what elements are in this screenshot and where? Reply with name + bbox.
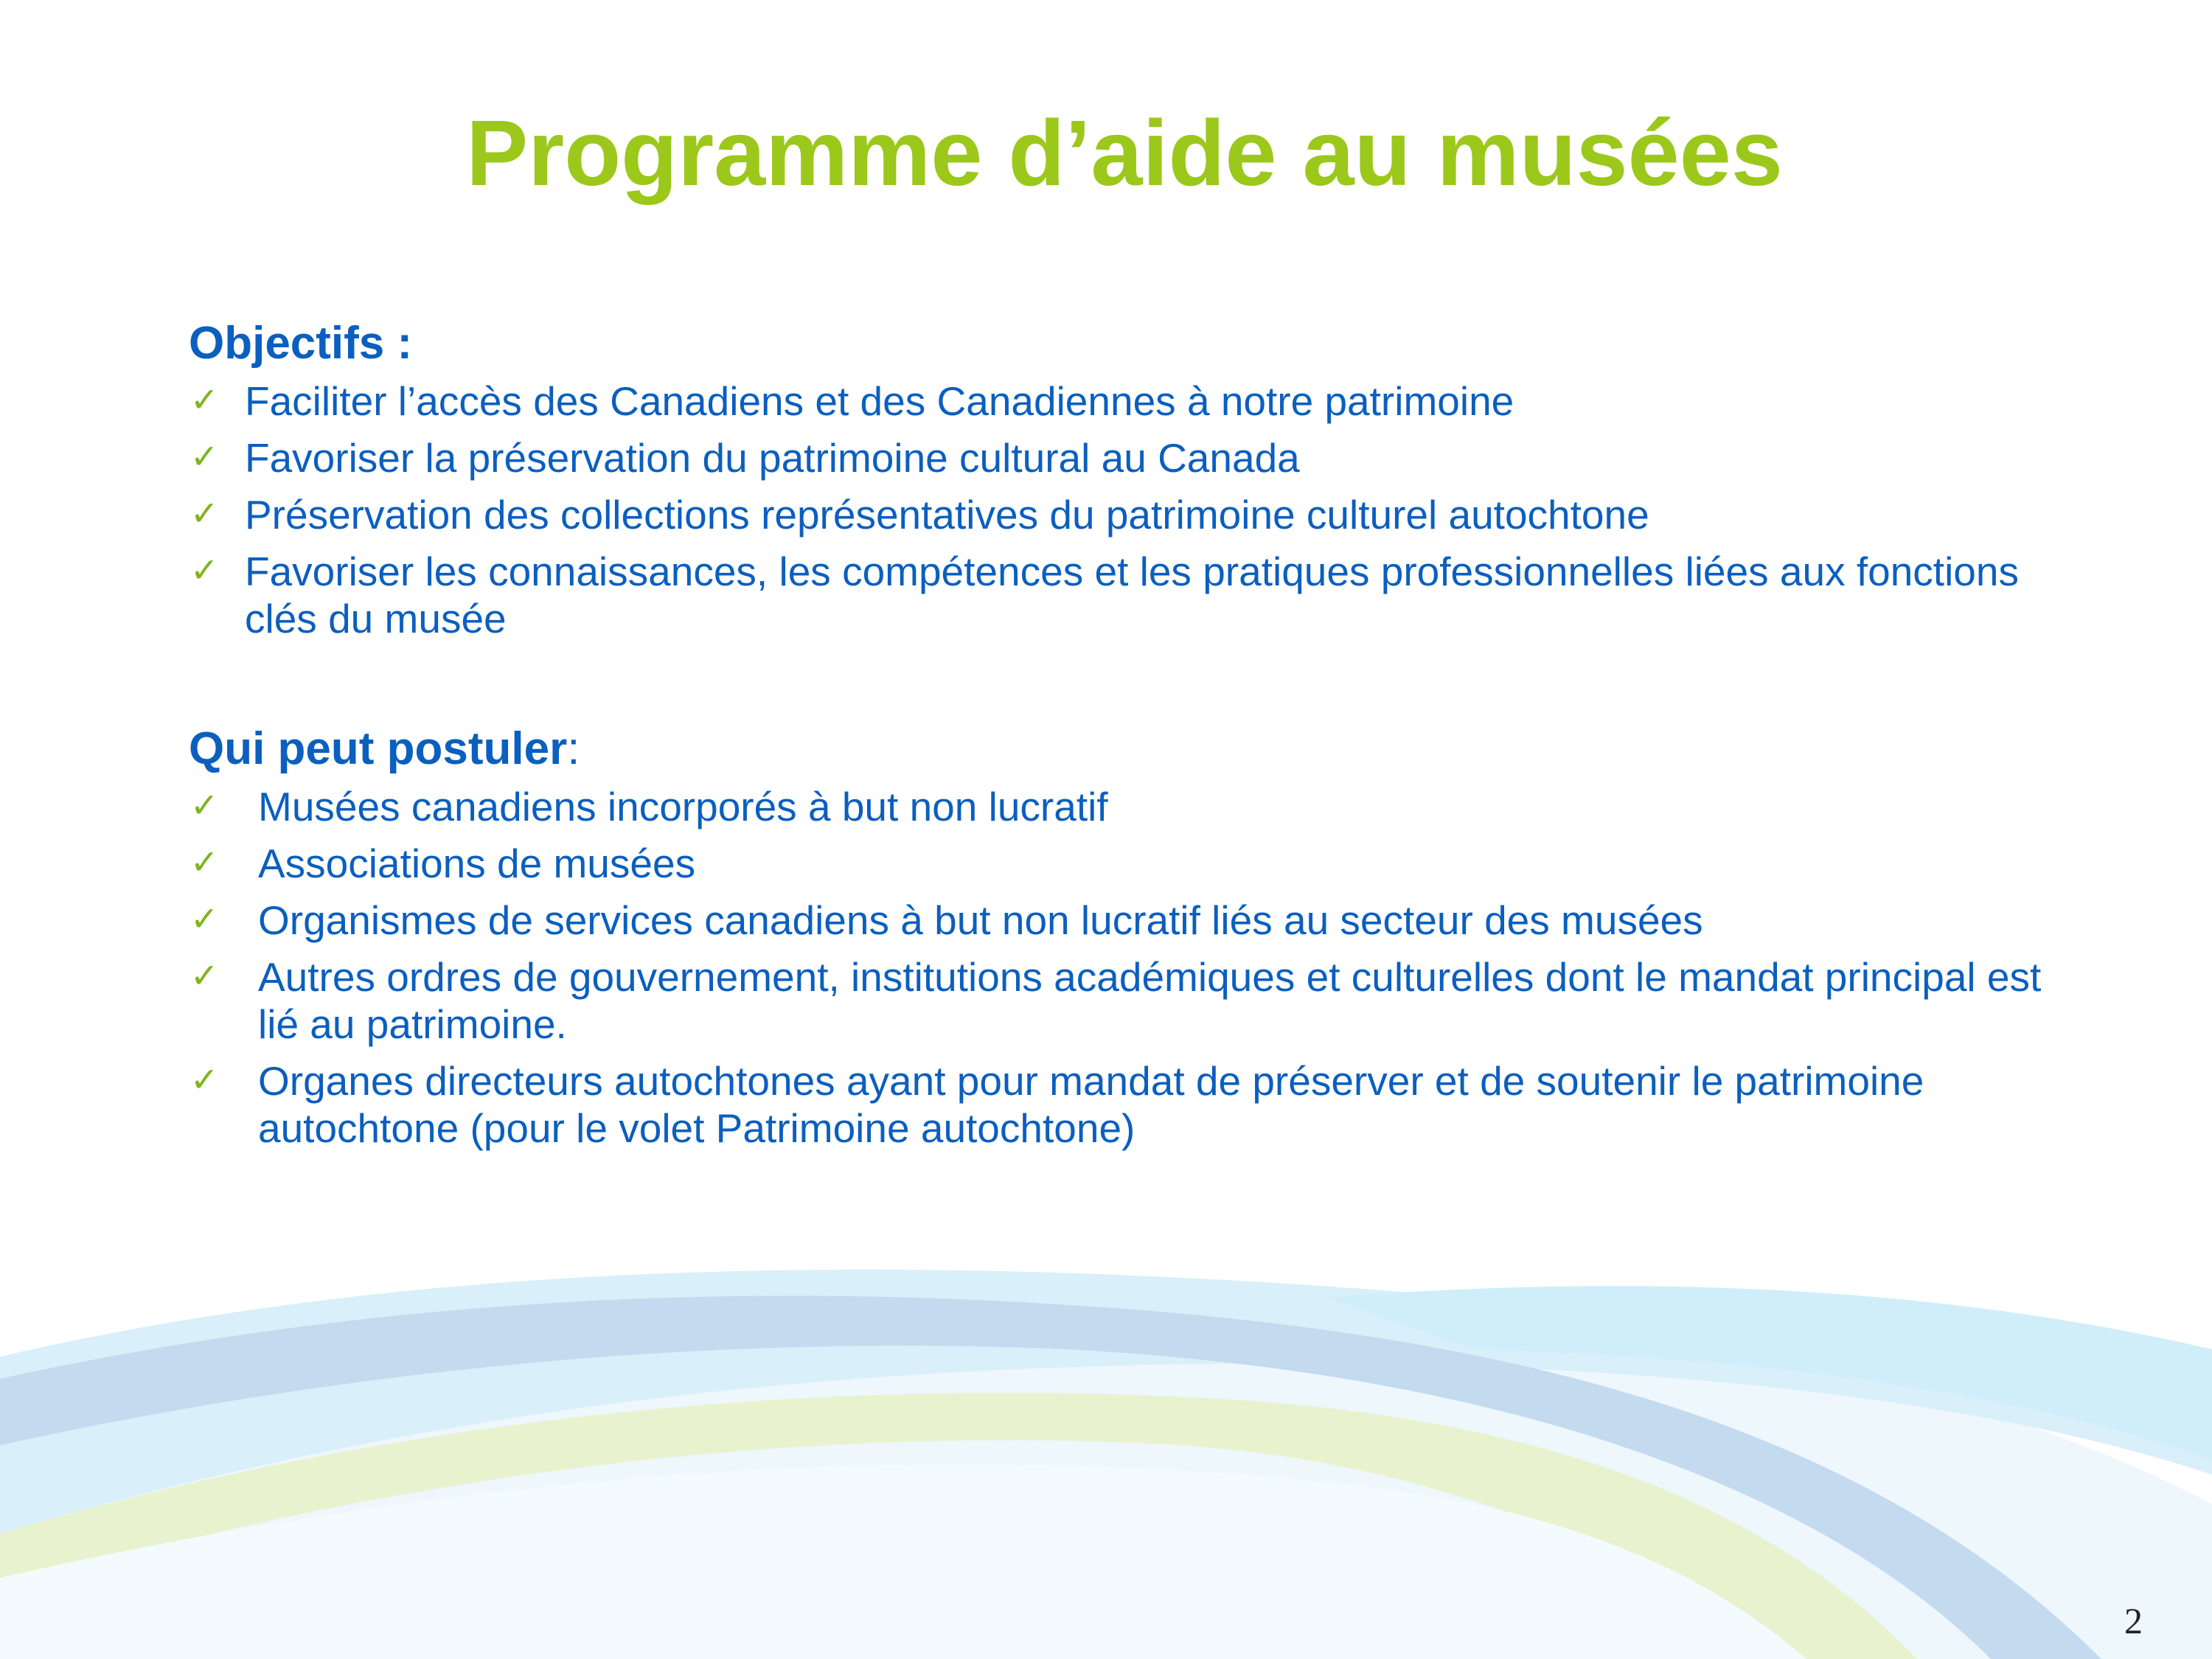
eligibility-heading (189, 715, 2076, 783)
eligibility-item (189, 1057, 2076, 1152)
objective-text: Favoriser les connaissances, les compétences et les pratiques professionnelles liées aux fonctions clés du musée (245, 549, 2019, 641)
eligibility-item (189, 897, 2076, 944)
eligibility-heading-colon: : (567, 723, 580, 774)
objective-item (189, 378, 2076, 425)
objective-text: Préservation des collections représentatives du patrimoine culturel autochtone (245, 492, 1649, 538)
checkmark-icon: ✓ (190, 1060, 219, 1099)
checkmark-icon: ✓ (190, 899, 219, 939)
checkmark-icon: ✓ (190, 956, 219, 995)
checkmark-icon: ✓ (190, 842, 219, 882)
eligibility-item (189, 783, 2076, 830)
checkmark-icon: ✓ (190, 380, 219, 420)
eligibility-text: Associations de musées (258, 841, 696, 886)
checkmark-icon: ✓ (190, 550, 219, 590)
checkmark-icon: ✓ (190, 493, 219, 533)
objectives-heading: Objectifs : (189, 318, 413, 369)
eligibility-text: Organes directeurs autochtones ayant pour mandat de préserver et de soutenir le patrimoine autochtone (pour le volet Patrimoine autochtone) (258, 1058, 1924, 1151)
page-number: 2 (2124, 1600, 2143, 1641)
eligibility-item (189, 953, 2076, 1048)
content-body (189, 310, 2076, 1161)
eligibility-list (189, 783, 2076, 1152)
checkmark-icon: ✓ (190, 437, 219, 476)
objective-item (189, 491, 2076, 538)
objective-item (189, 434, 2076, 481)
eligibility-item (189, 840, 2076, 887)
objective-text: Favoriser la préservation du patrimoine cultural au Canada (245, 435, 1300, 481)
objective-text: Faciliter l’accès des Canadiens et des Canadiennes à notre patrimoine (245, 378, 1514, 424)
eligibility-text: Musées canadiens incorporés à but non lucratif (258, 784, 1108, 830)
eligibility-text: Autres ordres de gouvernement, institutions académiques et culturelles dont le mandat principal est lié au patrimoine. (258, 954, 2042, 1047)
eligibility-heading-text: Qui peut postuler (189, 723, 568, 774)
objectives-list (189, 378, 2076, 642)
page-title: Programme d’aide au musées (466, 101, 1783, 205)
eligibility-text: Organismes de services canadiens à but non lucratif liés au secteur des musées (258, 897, 1703, 943)
checkmark-icon: ✓ (190, 785, 219, 825)
objective-item (189, 548, 2076, 642)
